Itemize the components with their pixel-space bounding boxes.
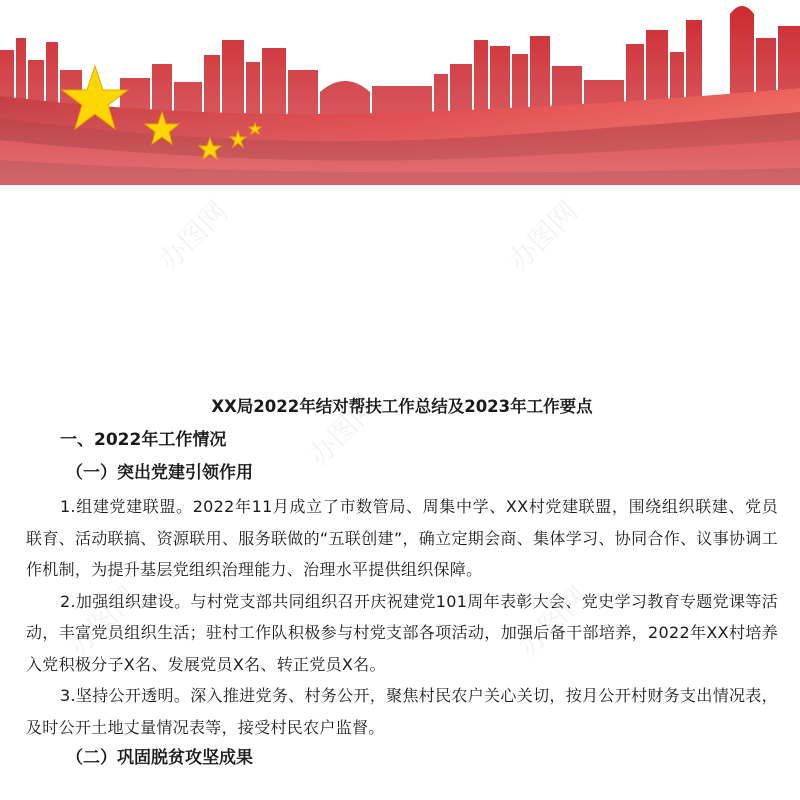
document-body <box>26 392 778 776</box>
document-title: XX局2022年结对帮扶工作总结及2023年工作要点 <box>211 397 593 416</box>
subsection-heading: （二）巩固脱贫攻坚成果 <box>66 748 253 768</box>
watermark-text: 办图网 <box>151 194 235 278</box>
header-banner <box>0 0 800 185</box>
watermark-text: 办图网 <box>301 389 385 473</box>
paragraph: 1.组建党建联盟。2022年11月成立了市数管局、周集中学、XX村党建联盟，围绕组织联建、党员联育、活动联搞、资源联用、服务联做的“五联创建”，确立定期会商、集体学习、协同合作、议事协调工作机制，为提升基层党组织治理能力、治理水平提供组织保障。 <box>26 497 778 579</box>
paragraph: 3.坚持公开透明。深入推进党务、村务公开，聚焦村民农户关心关切，按月公开村财务支出情况表，及时公开土地丈量情况表等，接受村民农户监督。 <box>26 686 778 737</box>
paragraph: 2.加强组织建设。与村党支部共同组织召开庆祝建党101周年表彰大会、党史学习教育专题党课等活动，丰富党员组织生活；驻村工作队积极参与村党支部各项活动，加强后备干部培养，2022年XX村培养入党积极分子X名、发展党员X名、转正党员X名。 <box>26 591 778 674</box>
banner-graphic <box>0 0 800 185</box>
subsection-heading: （一）突出党建引领作用 <box>66 463 253 483</box>
watermark-text: 办图网 <box>501 194 585 278</box>
watermark-text: 办图网 <box>61 579 145 663</box>
section-heading: 一、2022年工作情况 <box>60 430 227 450</box>
watermark-text: 办图网 <box>511 579 595 663</box>
